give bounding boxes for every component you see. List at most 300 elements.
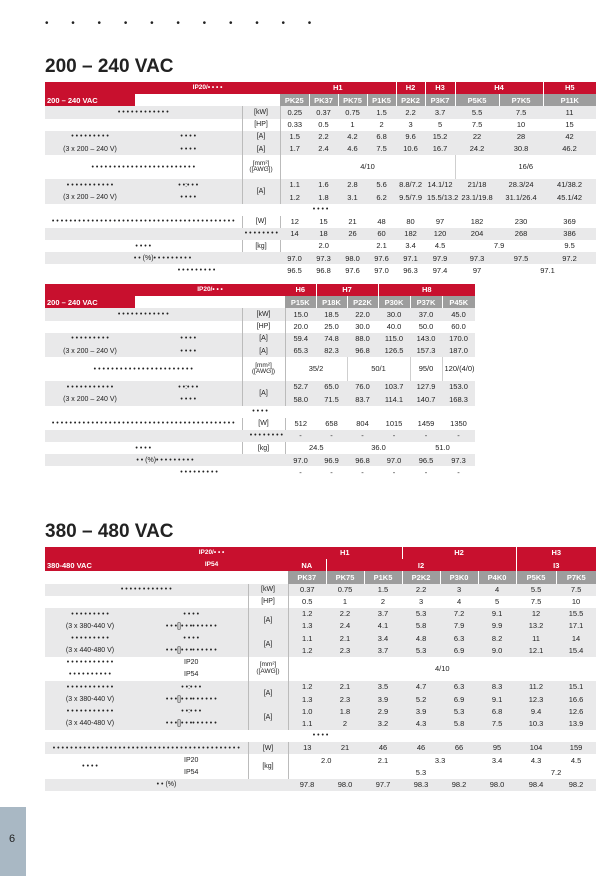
cell: 15.1: [556, 681, 596, 693]
cell: 97: [425, 216, 455, 228]
table-row: [45, 345, 475, 357]
cell: 45.1/42: [543, 191, 596, 203]
cell: 65.3: [285, 345, 316, 357]
cell: 1350: [442, 418, 475, 430]
cell: 28: [499, 131, 543, 143]
cell: 1: [338, 119, 367, 131]
section-title-380-480: 380 – 480 VAC: [45, 521, 174, 542]
row-sublabel: • •:• • •: [135, 179, 242, 191]
cell: 23.1/19.8: [455, 191, 499, 203]
cell: 11: [516, 632, 556, 644]
row-label: • • (%)• • • • • • • • •: [45, 252, 280, 264]
cell: 9.5: [543, 240, 596, 252]
voltage-range-label: 200 – 240 VAC: [45, 296, 135, 308]
row-label: • • • •: [45, 442, 242, 454]
cell: 82.3: [316, 345, 347, 357]
cell: 1.5: [367, 106, 396, 118]
cell: 83.7: [347, 393, 378, 405]
row-label: • • (%)• • • • • • • • •: [45, 454, 285, 466]
row-sublabel: • •:• • •: [135, 705, 248, 717]
cell: 5.5: [455, 106, 499, 118]
cell: 15: [309, 216, 338, 228]
cell: 1459: [410, 418, 442, 430]
row-label: • • • • • • • • • • • • • • • • • • • • • • • • • • • • • • • • • • • • • • • • • •: [45, 216, 242, 228]
voltage-range-label: 380-480 VAC: [45, 559, 135, 571]
cell: 4/10: [280, 155, 455, 179]
model-code: P4K0: [478, 571, 516, 583]
cell: 1.6: [309, 179, 338, 191]
cell: 2.1: [326, 681, 364, 693]
cell: 1.5: [364, 584, 402, 596]
cell: 3.7: [364, 608, 402, 620]
frame-size-h2: H2: [402, 547, 516, 559]
cell: 114.1: [378, 393, 410, 405]
cell: -: [347, 430, 378, 442]
unit: [A]: [248, 632, 288, 656]
cell: 153.0: [442, 381, 475, 393]
row-sublabel: • • •[]• • •• • • • • •: [135, 718, 248, 730]
cell: 98.0: [326, 779, 364, 791]
cell: 230: [499, 216, 543, 228]
model-code: P15K: [285, 296, 316, 308]
cell: 96.8: [309, 264, 338, 276]
cell: -: [316, 466, 347, 478]
frame-size-h3: H3: [516, 547, 596, 559]
row-label: • • • • • • • • • • • • • • • • • • • • • • • •: [45, 155, 242, 179]
unit: [mm²] ([AWG]): [242, 155, 280, 179]
cell: 96.3: [396, 264, 425, 276]
cell: 13: [288, 742, 326, 754]
cell: 46: [364, 742, 402, 754]
unit: [mm²] ([AWG]): [248, 657, 288, 681]
unit: [W]: [248, 742, 288, 754]
row-label: • • • • • • • • • • • •: [45, 106, 242, 118]
cell: -: [378, 430, 410, 442]
cell: 2: [367, 119, 396, 131]
table-row: [45, 252, 596, 264]
table-row: [45, 730, 596, 742]
cell: 98.0: [478, 779, 516, 791]
table-row: [45, 779, 596, 791]
row-label: (3 x 200 – 240 V): [45, 393, 135, 405]
table-row: [45, 466, 475, 478]
table-row: [45, 191, 596, 203]
cell: 0.25: [280, 106, 309, 118]
cell: 1.2: [288, 608, 326, 620]
cell: 97.1: [396, 252, 425, 264]
cell: 1.1: [288, 632, 326, 644]
table-row: [45, 119, 596, 131]
model-code: P18K: [316, 296, 347, 308]
cell: 4: [478, 584, 516, 596]
unit: [W]: [242, 216, 280, 228]
cell: 4.2: [338, 131, 367, 143]
row-sublabel: • • • •: [135, 345, 242, 357]
cell: 50.0: [410, 321, 442, 333]
cell: 1.2: [288, 645, 326, 657]
row-label: • • • • • • • • •: [45, 131, 135, 143]
row-sublabel: • • • •: [135, 393, 242, 405]
cell: 17.1: [556, 620, 596, 632]
cell: 4.8: [402, 632, 440, 644]
cell: 8.8/7.2: [396, 179, 425, 191]
row-label: • • • • • • • • • • • •: [45, 584, 248, 596]
cell: 97.4: [425, 264, 455, 276]
cell: -: [442, 430, 475, 442]
cell: 386: [543, 228, 596, 240]
cell: 127.9: [410, 381, 442, 393]
cell: 7.5: [478, 718, 516, 730]
cell: 1.8: [309, 191, 338, 203]
cell: 1.2: [288, 681, 326, 693]
table-row: [45, 406, 475, 418]
cell: 3.4: [364, 632, 402, 644]
cell: 14: [556, 632, 596, 644]
model-code: P30K: [378, 296, 410, 308]
table-row: [45, 608, 596, 620]
cell: 3.2: [364, 718, 402, 730]
frame-size-h5: H5: [543, 82, 596, 94]
unit: [A]: [242, 131, 280, 143]
cell: 1.1: [288, 718, 326, 730]
unit: [W]: [242, 418, 285, 430]
cell: 3.9: [402, 705, 440, 717]
cell: 98.2: [556, 779, 596, 791]
cell: 22.0: [347, 308, 378, 320]
row-sublabel: • • • •: [135, 131, 242, 143]
cell: 5.3: [326, 766, 516, 778]
cell: 95: [478, 742, 516, 754]
cell: 8.2: [478, 632, 516, 644]
cell: 12.1: [516, 645, 556, 657]
cell: 9.1: [478, 693, 516, 705]
cell: 15: [543, 119, 596, 131]
table-row: [45, 430, 475, 442]
row-label: • • • • • • • • • • •: [45, 179, 135, 191]
row-label: (3 x 380-440 V): [45, 693, 135, 705]
cell: 5: [425, 119, 455, 131]
header-dots: • • • • • • • • • • •: [45, 18, 322, 29]
cell: 7.9: [455, 240, 543, 252]
row-sublabel: IP54: [135, 669, 248, 681]
unit: [A]: [242, 333, 285, 345]
ip54-label: IP54: [135, 559, 288, 571]
spec-table-200-240-h6-h8: [45, 284, 475, 479]
cell: 2.8: [338, 179, 367, 191]
section-title-200-240: 200 – 240 VAC: [45, 56, 174, 77]
cell: 2.1: [367, 240, 396, 252]
cell: 2.2: [402, 584, 440, 596]
cell: 96.5: [280, 264, 309, 276]
cell: 97.0: [285, 454, 316, 466]
cell: 0.5: [288, 596, 326, 608]
cell: 6.3: [440, 681, 478, 693]
cell: 3: [396, 119, 425, 131]
cell: 187.0: [442, 345, 475, 357]
table-row: [45, 454, 475, 466]
cell: 2: [364, 596, 402, 608]
row-label: • • • • • • • • • • • • • • • • • • • • • • • • • • • • • • • • • • • • • • • • • • •: [45, 742, 248, 754]
model-code: P11K: [543, 94, 596, 106]
cell: 16/6: [455, 155, 596, 179]
unit: [kg]: [242, 240, 280, 252]
cell: 268: [499, 228, 543, 240]
model-code: P7K5: [499, 94, 543, 106]
cell: 4.1: [364, 620, 402, 632]
cell: 18: [309, 228, 338, 240]
model-code: P3K0: [440, 571, 478, 583]
cell: 4.5: [425, 240, 455, 252]
cell: 98.4: [516, 779, 556, 791]
model-code: P2K2: [402, 571, 440, 583]
cell: 120: [425, 228, 455, 240]
cell: 97.7: [364, 779, 402, 791]
row-label: • • • • • • • • • • • • • • • • • • • • • • • • • • • • • • • • • • • • • • • • • •: [45, 418, 242, 430]
cell: 5.3: [440, 705, 478, 717]
model-code: PK75: [326, 571, 364, 583]
cell: 3.1: [338, 191, 367, 203]
cell: 24.2: [455, 143, 499, 155]
frame-size-h7: H7: [316, 284, 378, 296]
cell: 0.75: [326, 584, 364, 596]
cell: 26: [338, 228, 367, 240]
table-row: [45, 718, 596, 730]
cell: 4.5: [556, 754, 596, 766]
table-row: [45, 742, 596, 754]
unit: [HP]: [242, 119, 280, 131]
cell: 115.0: [378, 333, 410, 345]
cell: -: [378, 466, 410, 478]
cell: 1.3: [288, 620, 326, 632]
spec-table-200-240-h1-h5: [45, 82, 596, 277]
cell: 3.7: [364, 645, 402, 657]
cell: 0.37: [288, 584, 326, 596]
row-label: • • • • • • • • • • • •: [45, 308, 242, 320]
cell: 7.5: [455, 119, 499, 131]
model-code: PK37: [288, 571, 326, 583]
cell: 30.8: [499, 143, 543, 155]
ip-rating-label: IP20/• • •: [135, 284, 285, 296]
cell: 60: [367, 228, 396, 240]
cell: 1.7: [280, 143, 309, 155]
cell: 4.7: [402, 681, 440, 693]
cell: 98.2: [440, 779, 478, 791]
cell: 10.3: [516, 718, 556, 730]
model-code: P37K: [410, 296, 442, 308]
cell: 10: [556, 596, 596, 608]
frame-size-h1: H1: [288, 547, 402, 559]
cell: 76.0: [347, 381, 378, 393]
cell: 11.2: [516, 681, 556, 693]
unit: [kg]: [242, 442, 285, 454]
cell: 6.8: [478, 705, 516, 717]
cell: 103.7: [378, 381, 410, 393]
page-number: 6: [9, 833, 16, 845]
cell: 0.37: [309, 106, 338, 118]
cell: 46: [402, 742, 440, 754]
cell: 48: [367, 216, 396, 228]
cell: 15.5/13.2: [427, 192, 459, 202]
ip-rating-label: IP20/• • • •: [135, 82, 280, 94]
row-label: • • • • • • • • • • •: [45, 681, 135, 693]
model-code: P2K2: [396, 94, 425, 106]
cell: 4.3: [402, 718, 440, 730]
table-row: [45, 657, 596, 669]
unit: [A]: [248, 608, 288, 632]
row-sublabel: • • •[]• • •• • • • • •: [135, 693, 248, 705]
cell: 2.1: [326, 632, 364, 644]
cell: 12.6: [556, 705, 596, 717]
table-row: [45, 106, 596, 118]
cell: 1.8: [326, 705, 364, 717]
cell: 97.0: [367, 264, 396, 276]
cell: 98.0: [338, 252, 367, 264]
cell: 65.0: [316, 381, 347, 393]
table-row: [45, 381, 475, 393]
cell: 2.3: [326, 645, 364, 657]
cell: 369: [543, 216, 596, 228]
cell: 28.3/24: [499, 179, 543, 191]
row-sublabel: • •:• • •: [135, 681, 248, 693]
cell: 9.5/7.9: [396, 191, 425, 203]
cell: 97.3: [455, 252, 499, 264]
cell: 97.3: [442, 454, 475, 466]
cell: -: [285, 430, 316, 442]
cell: 18.5: [316, 308, 347, 320]
cell: -: [442, 466, 475, 478]
cell: 21: [338, 216, 367, 228]
model-code: P5K5: [455, 94, 499, 106]
cell: 9.0: [478, 645, 516, 657]
cell: 96.8: [347, 345, 378, 357]
cell: -: [285, 466, 316, 478]
cell: 4: [440, 596, 478, 608]
frame-size-h6: H6: [285, 284, 316, 296]
cell: 4/10: [288, 657, 596, 681]
ip-rating-label: IP20/• • •: [135, 547, 288, 559]
cell: 13.2: [516, 620, 556, 632]
frame-size-h3: H3: [425, 82, 455, 94]
cell: 6.9: [440, 693, 478, 705]
frame-size-h4: H4: [455, 82, 543, 94]
cell: 5.6: [367, 179, 396, 191]
cell: 12: [280, 216, 309, 228]
cell: 2.2: [309, 131, 338, 143]
table-row: [45, 131, 596, 143]
unit: [HP]: [242, 321, 285, 333]
cell: 97.9: [425, 252, 455, 264]
cell: 5: [478, 596, 516, 608]
unit: [kg]: [248, 754, 288, 778]
cell: 1.1: [280, 179, 309, 191]
table-row: [45, 442, 475, 454]
cell: 12: [516, 608, 556, 620]
spec-table-380-480: [45, 547, 596, 791]
cell: 2.4: [326, 620, 364, 632]
cell: 31.1/26.4: [499, 191, 543, 203]
row-label: • • • • • • • • • • •: [45, 705, 135, 717]
cell: 10: [499, 119, 543, 131]
cell: 170.0: [442, 333, 475, 345]
table-row: [45, 645, 596, 657]
cell: 7.5: [367, 143, 396, 155]
unit: [HP]: [248, 596, 288, 608]
cell: 5.3: [402, 608, 440, 620]
row-label: • • • •: [45, 406, 475, 418]
unit: [A]: [242, 345, 285, 357]
cell: 8.3: [478, 681, 516, 693]
cell: 97: [455, 264, 499, 276]
cell: 2.2: [396, 106, 425, 118]
cell: 5.8: [402, 620, 440, 632]
model-code: P1K5: [367, 94, 396, 106]
row-label: (3 x 200 – 240 V): [45, 191, 135, 203]
cell: 96.8: [347, 454, 378, 466]
cell: 6.9: [440, 645, 478, 657]
row-label: • • • • • • • • • •: [45, 669, 135, 681]
model-code: PK25: [280, 94, 309, 106]
cell: 6.8: [367, 131, 396, 143]
cell: 97.2: [543, 252, 596, 264]
cell: 182: [455, 216, 499, 228]
cell: 140.7: [410, 393, 442, 405]
cell: 2.0: [280, 240, 367, 252]
cell: 9.9: [478, 620, 516, 632]
row-label: • • • • • • • • • • • • • • • • • • • • • • •: [45, 357, 242, 381]
cell: 7.9: [440, 620, 478, 632]
row-label: • • • • • • • • •: [45, 333, 135, 345]
cell: 15.5: [556, 608, 596, 620]
cell: 1.0: [288, 705, 326, 717]
row-sublabel: IP20: [135, 754, 248, 766]
row-label: • • • • • • • • • • •: [45, 657, 135, 669]
row-label: • • • •: [45, 730, 596, 742]
cell: 9.1: [478, 608, 516, 620]
cell: 7.2: [516, 766, 596, 778]
cell: 3.3: [402, 754, 478, 766]
row-sublabel: • • • •: [135, 632, 248, 644]
cell: 45.0: [442, 308, 475, 320]
row-sublabel: • • • •: [135, 608, 248, 620]
cell: 58.0: [285, 393, 316, 405]
cell: 168.3: [442, 393, 475, 405]
table-row: [45, 632, 596, 644]
cell: -: [347, 466, 378, 478]
cell: 0.33: [280, 119, 309, 131]
cell: 97.5: [499, 252, 543, 264]
row-sublabel: IP20: [135, 657, 248, 669]
table-row: [45, 705, 596, 717]
row-sublabel: • • • •: [135, 191, 242, 203]
cell: 16.6: [556, 693, 596, 705]
model-code: P7K5: [556, 571, 596, 583]
cell: 5.8: [440, 718, 478, 730]
row-label: • • • • • • • • •: [45, 632, 135, 644]
cell: 35/2: [285, 357, 347, 381]
cell: 9.6: [396, 131, 425, 143]
model-code: P45K: [442, 296, 475, 308]
cell: 2.9: [364, 705, 402, 717]
cell: 3: [402, 596, 440, 608]
cell: 21: [326, 742, 364, 754]
cell: 1.3: [288, 693, 326, 705]
cell: 71.5: [316, 393, 347, 405]
cell: 9.4: [516, 705, 556, 717]
row-label: • • • • • • • •: [45, 430, 285, 442]
row-sublabel: • • • •: [135, 143, 242, 155]
cell: 3.4: [478, 754, 516, 766]
table-row: [45, 754, 596, 766]
